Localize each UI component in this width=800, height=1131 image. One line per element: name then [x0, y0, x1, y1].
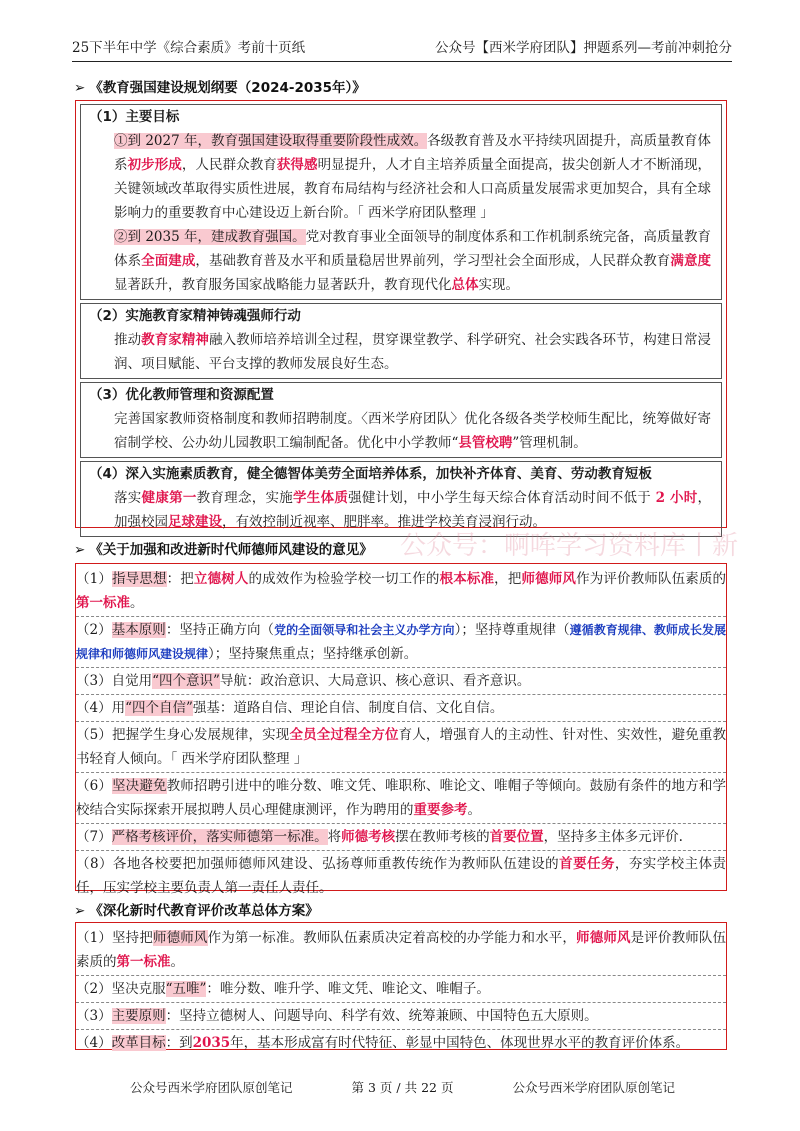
arrow-icon: ➢ [74, 903, 86, 919]
arrow-icon: ➢ [74, 80, 86, 96]
teacher-management-text: 完善国家教师资格制度和教师招聘制度。〈西米学府团队〉优化各级各类学校师生配比，统筹做好寄宿制学校、公办幼儿园教职工编制配备。优化中小学教师“县管校聘”管理机制。 [114, 411, 711, 451]
goal-block [80, 104, 722, 300]
list-item: （6）坚决避免教师招聘引进中的唯分数、唯文凭、唯职称、唯论文、唯帽子等倾向。鼓励有条件的地方和学校结合实际探索开展拟聘人员心理健康测评，作为聘用的重要参考。 [76, 773, 726, 824]
header-right: 公众号【西米学府团队】押题系列—考前冲刺抢分 [435, 40, 732, 56]
page-number: 第 3 页 / 共 22 页 [351, 1080, 454, 1095]
list-item: （2）坚决克服“五唯”：唯分数、唯升学、唯文凭、唯论文、唯帽子。 [76, 976, 726, 1003]
goal-label: （1）主要目标 [89, 109, 180, 125]
list-item: （4）用“四个自信”强基：道路自信、理论自信、制度自信、文化自信。 [76, 695, 726, 722]
teacher-spirit-label: （2）实施教育家精神铸魂强师行动 [89, 308, 301, 324]
teacher-management-block [80, 382, 722, 458]
footer-right: 公众号西米学府团队原创笔记 [512, 1080, 675, 1095]
list-item: （5）把握学生身心发展规律，实现全员全过程全方位育人，增强育人的主动性、针对性、实效性，避免重教书轻育人倾向。「 西米学府团队整理 」 [76, 722, 726, 773]
footer-left: 公众号西米学府团队原创笔记 [130, 1080, 293, 1095]
page-header [72, 34, 732, 62]
list-item: （1）指导思想：把立德树人的成效作为检验学校一切工作的根本标准，把师德师风作为评价教师队伍素质的第一标准。 [76, 566, 726, 617]
goal-2027: ①到 2027 年，教育强国建设取得重要阶段性成效。各级教育普及水平持续巩固提升，高质量教育体系初步形成，人民群众教育获得感明显提升，人才自主培养质量全面提高，拔尖创新人才不断涌现，关键领域改革取得实质性进展，教育布局结构与经济社会和人口高质量发展需求更加契合，具有全球影响力的重要教育中心建设迈上新台阶。「 西米学府团队整理 」 [114, 133, 712, 221]
list-item: （2）基本原则：坚持正确方向（党的全面领导和社会主义办学方向）；坚持尊重规律（遵循教育规律、教师成长发展规律和师德师风建设规律）；坚持聚焦重点；坚持继承创新。 [76, 617, 726, 668]
goal-2035: ②到 2035 年，建成教育强国。党对教育事业全面领导的制度体系和工作机制系统完备，高质量教育体系全面建成，基础教育普及水平和质量稳居世界前列，学习型社会全面形成，人民群众教育满意度显著跃升，教育服务国家战略能力显著跃升，教育现代化总体实现。 [114, 229, 712, 293]
list-item: （3）主要原则：坚持立德树人、问题导向、科学有效、统筹兼顾、中国特色五大原则。 [76, 1003, 726, 1030]
section1-title: ➢ 《教育强国建设规划纲要（2024-2035年）》 [74, 80, 366, 96]
teacher-spirit-text: 推动教育家精神融入教师培养培训全过程，贯穿课堂教学、科学研究、社会实践各环节，构建日常浸润、项目赋能、平台支撑的教师发展良好生态。 [114, 332, 712, 372]
section3-title: ➢ 《深化新时代教育评价改革总体方案》 [74, 903, 319, 919]
list-item: （7）严格考核评价，落实师德第一标准。将师德考核摆在教师考核的首要位置，坚持多主体多元评价. [76, 824, 726, 851]
teacher-spirit-block [80, 303, 722, 379]
teacher-management-label: （3）优化教师管理和资源配置 [89, 387, 274, 403]
quality-education-text: 落实健康第一教育理念，实施学生体质强健计划，中小学生每天综合体育活动时间不低于 2 小时，加强校园足球建设，有效控制近视率、肥胖率。推进学校美育浸润行动。 [114, 490, 712, 530]
list-item: （4）改革目标：到2035年，基本形成富有时代特征、彰显中国特色、体现世界水平的教育评价体系。 [76, 1035, 690, 1051]
list-item: （3）自觉用“四个意识”导航：政治意识、大局意识、核心意识、看齐意识。 [76, 668, 726, 695]
section3-box [75, 922, 727, 1050]
page-footer [130, 1078, 675, 1096]
header-left: 25下半年中学《综合素质》考前十页纸 [72, 40, 306, 56]
list-item: （8）各地各校要把加强师德师风建设、弘扬尊师重教传统作为教师队伍建设的首要任务，夯实学校主体责任，压实学校主要负责人第一责任人责任。 [76, 856, 727, 896]
section2-title: ➢ 《关于加强和改进新时代师德师风建设的意见》 [74, 542, 373, 558]
quality-education-label: （4）深入实施素质教育，健全德智体美劳全面培养体系，加快补齐体育、美育、劳动教育短板 [89, 466, 652, 482]
section1-box [75, 100, 727, 528]
watermark-text: 公众号：啊哞学习资料库丨新 [400, 531, 739, 561]
arrow-icon: ➢ [74, 542, 86, 558]
list-item: （1）坚持把师德师风作为第一标准。教师队伍素质决定着高校的办学能力和水平，师德师风是评价教师队伍素质的第一标准。 [76, 925, 726, 976]
section2-box [75, 563, 727, 896]
